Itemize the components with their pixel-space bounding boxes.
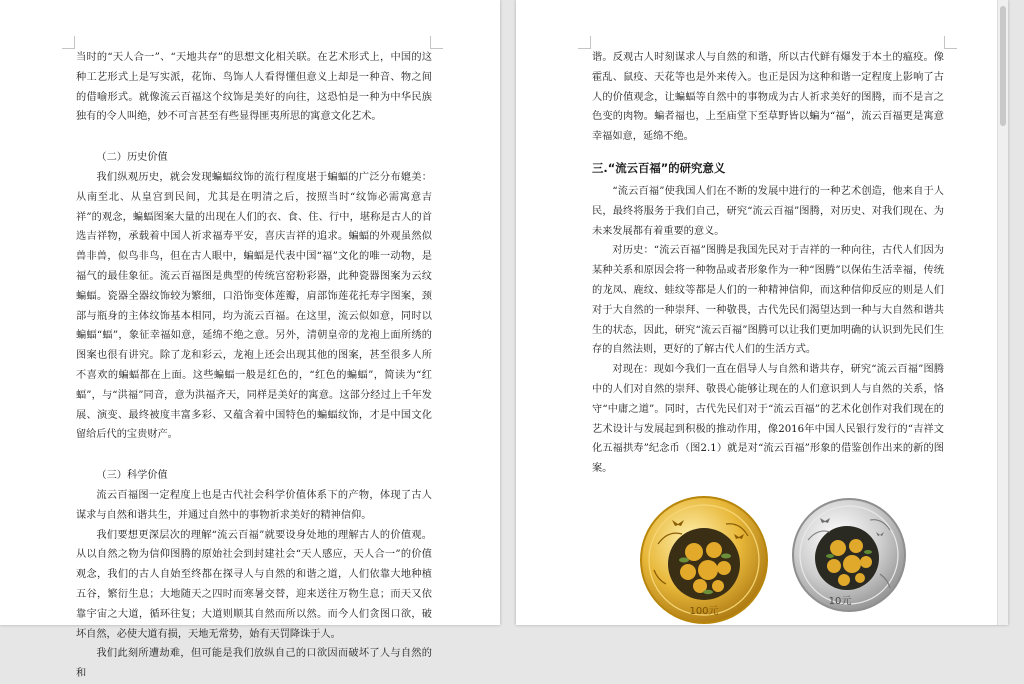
- document-page-right: [516, 0, 1008, 625]
- crop-mark-top-right: [944, 36, 957, 49]
- history-paragraph: 我们纵观历史，就会发现蝙蝠纹饰的流行程度堪于蝙蝠的广泛分布媲美：从南至北、从皇宫到民间，尤其是在明清之后，按照当时“纹饰必需寓意吉祥”的观念，蝙蝠图案大量的出现在人们的衣、食、住、行中，堪称是古人的首选吉祥物，承载着中国人祈求福寿平安，喜庆吉祥的追求。蝙蝠的外观虽然似兽非兽，似鸟非鸟，但在古人眼中，蝙蝠是代表中国“福”文化的唯一动物，是福气的最佳象征。流云百福图是典型的传统宫窑粉彩器，此种瓷器图案为云纹蝙蝠。瓷器全器纹饰较为繁细，口沿饰变体莲瓣，肩部饰莲花托寿字图案，颈部与瓶身的主体纹饰基本相同，均为流云百福。在这里，流云似如意，同时以蝙蝠“蝠”，象征幸福如意，延绵不绝之意。另外，清朝皇帝的龙袍上面所绣的图案也很有讲究。除了龙和彩云，龙袍上还会出现其他的图案，甚至很多人所不喜欢的蝙蝠都在上面。这些蝙蝠一般是红色的，“红色的蝙蝠”，简读为“红蝠”，与“洪福”同音，意为洪福齐天，同样是美好的寓意。这部分经过上千年发展、演变、最终被度丰富多彩、又蕴含着中国特色的蝙蝠纹饰，才是中国文化留给后代的宝贵财产。: [76, 171, 432, 441]
- crop-mark-top-left: [62, 36, 75, 49]
- gold-coin-value-label: 100元: [689, 606, 719, 617]
- present-significance-paragraph: 对现在：现如今我们一直在倡导人与自然和谐共存，研究“流云百福”图腾中的人们对自然的崇拜、敬畏心能够让现在的人们意识到人与自然的关系，恪守“中庸之道”。同时，古代先民们对于“流云百福”的艺术化创作对我们现在的艺术设计与发展起到积极的推动作用，像2016年中国人民银行发行的“吉祥文化五福拱寿”纪念币（图2.1）就是对“流云百福”形象的借鉴创作出来的新的图案。: [592, 364, 944, 475]
- science-paragraph-3: 我们此刻所遭劫难，但可能是我们放纵自己的口欲因而破坏了人与自然的和: [76, 648, 432, 680]
- intro-paragraph: 当时的“天人合一”、“天地共存”的思想文化相关联。在艺术形式上，中国的这种工艺形式上是写实派，花饰、鸟饰人人看得懂但意义上却是一种音、物之间的借喻形式。就像流云百福这个纹饰是美好的向往，这恐怕是一种为中华民族独有的令人叫绝，妙不可言甚至有些显得匪夷所思的寓意文化艺术。: [76, 52, 432, 123]
- scrollbar-thumb[interactable]: [1000, 6, 1006, 126]
- history-heading: （二）历史价值: [96, 152, 168, 164]
- science-paragraph-2: 我们要想更深层次的理解“流云百福”就要设身处地的理解古人的价值观。从以自然之物为信仰图腾的原始社会到封建社会“天人感应，天人合一”的价值观念，我们的古人自始至终都在探寻人与自然的和谐之道，人们依靠大地种植五谷，繁衍生息；大地随天之四时而寒暑交替，迎来送往万物生息；而天又依靠宇宙之大道，循环往复；大道则顺其自然而所以然。而今人们贪图口欲，破坏自然，必使大道有损，天地无常势，始有天罚降诛于人。: [76, 529, 432, 640]
- vertical-scrollbar[interactable]: [997, 0, 1008, 625]
- crop-mark-top-left: [578, 36, 591, 49]
- science-paragraph-1: 流云百福图一定程度上也是古代社会科学价值体系下的产物，体现了古人谋求与自然和谐共生，并通过自然中的事物祈求美好的精神信仰。: [76, 489, 432, 521]
- history-significance-paragraph: 对历史：“流云百福”图腾是我国先民对于吉祥的一种向往，古代人们因为某种关系和原因会将一种物品或者形象作为一种“图腾”以保佑生活幸福，传统的龙凤、鹿纹、蛙纹等都是人们的一种精神信仰，而这种信仰反应的则是人们对于大自然的一种崇拜、一种敬畏，古代先民们渴望达到一种与大自然和谐共生的状态，因此，研究“流云百福”图腾可以让我们更加明确的认识到先民们生存的自然法则，更好的了解古代人们的生活方式。: [592, 245, 944, 356]
- left-page-content: [76, 48, 432, 684]
- silver-coin-image: [790, 496, 908, 614]
- commemorative-coins-figure: [638, 494, 908, 624]
- continued-paragraph: 谐。反观古人时刻谋求人与自然的和谐，所以古代鲜有爆发于本土的瘟疫。像霍乱、鼠疫、天花等也是外来传入。也正是因为这种和谐一定程度上影响了古人的价值观念，让蝙蝠等自然中的事物成为古人祈求美好的图腾，而不是言之色变的肉物。蝙者福也，上至庙堂下至草野皆以蝙为“福”，流云百福更是寓意幸福如意，延绵不绝。: [592, 52, 944, 143]
- document-page-left: [0, 0, 500, 680]
- science-heading: （三）科学价值: [96, 470, 168, 482]
- gold-coin-image: [638, 494, 770, 626]
- significance-paragraph: “流云百福”使我国人们在不断的发展中进行的一种艺术创造，他来自于人民，最终将服务于我们自己，研究“流云百福”图腾，对历史、对我们现在、为未来发展都有着重要的意义。: [592, 185, 944, 237]
- right-page-content: [592, 48, 944, 479]
- silver-coin-value-label: 10元: [828, 596, 852, 607]
- section-heading: 三.“流云百福”的研究意义: [592, 160, 726, 175]
